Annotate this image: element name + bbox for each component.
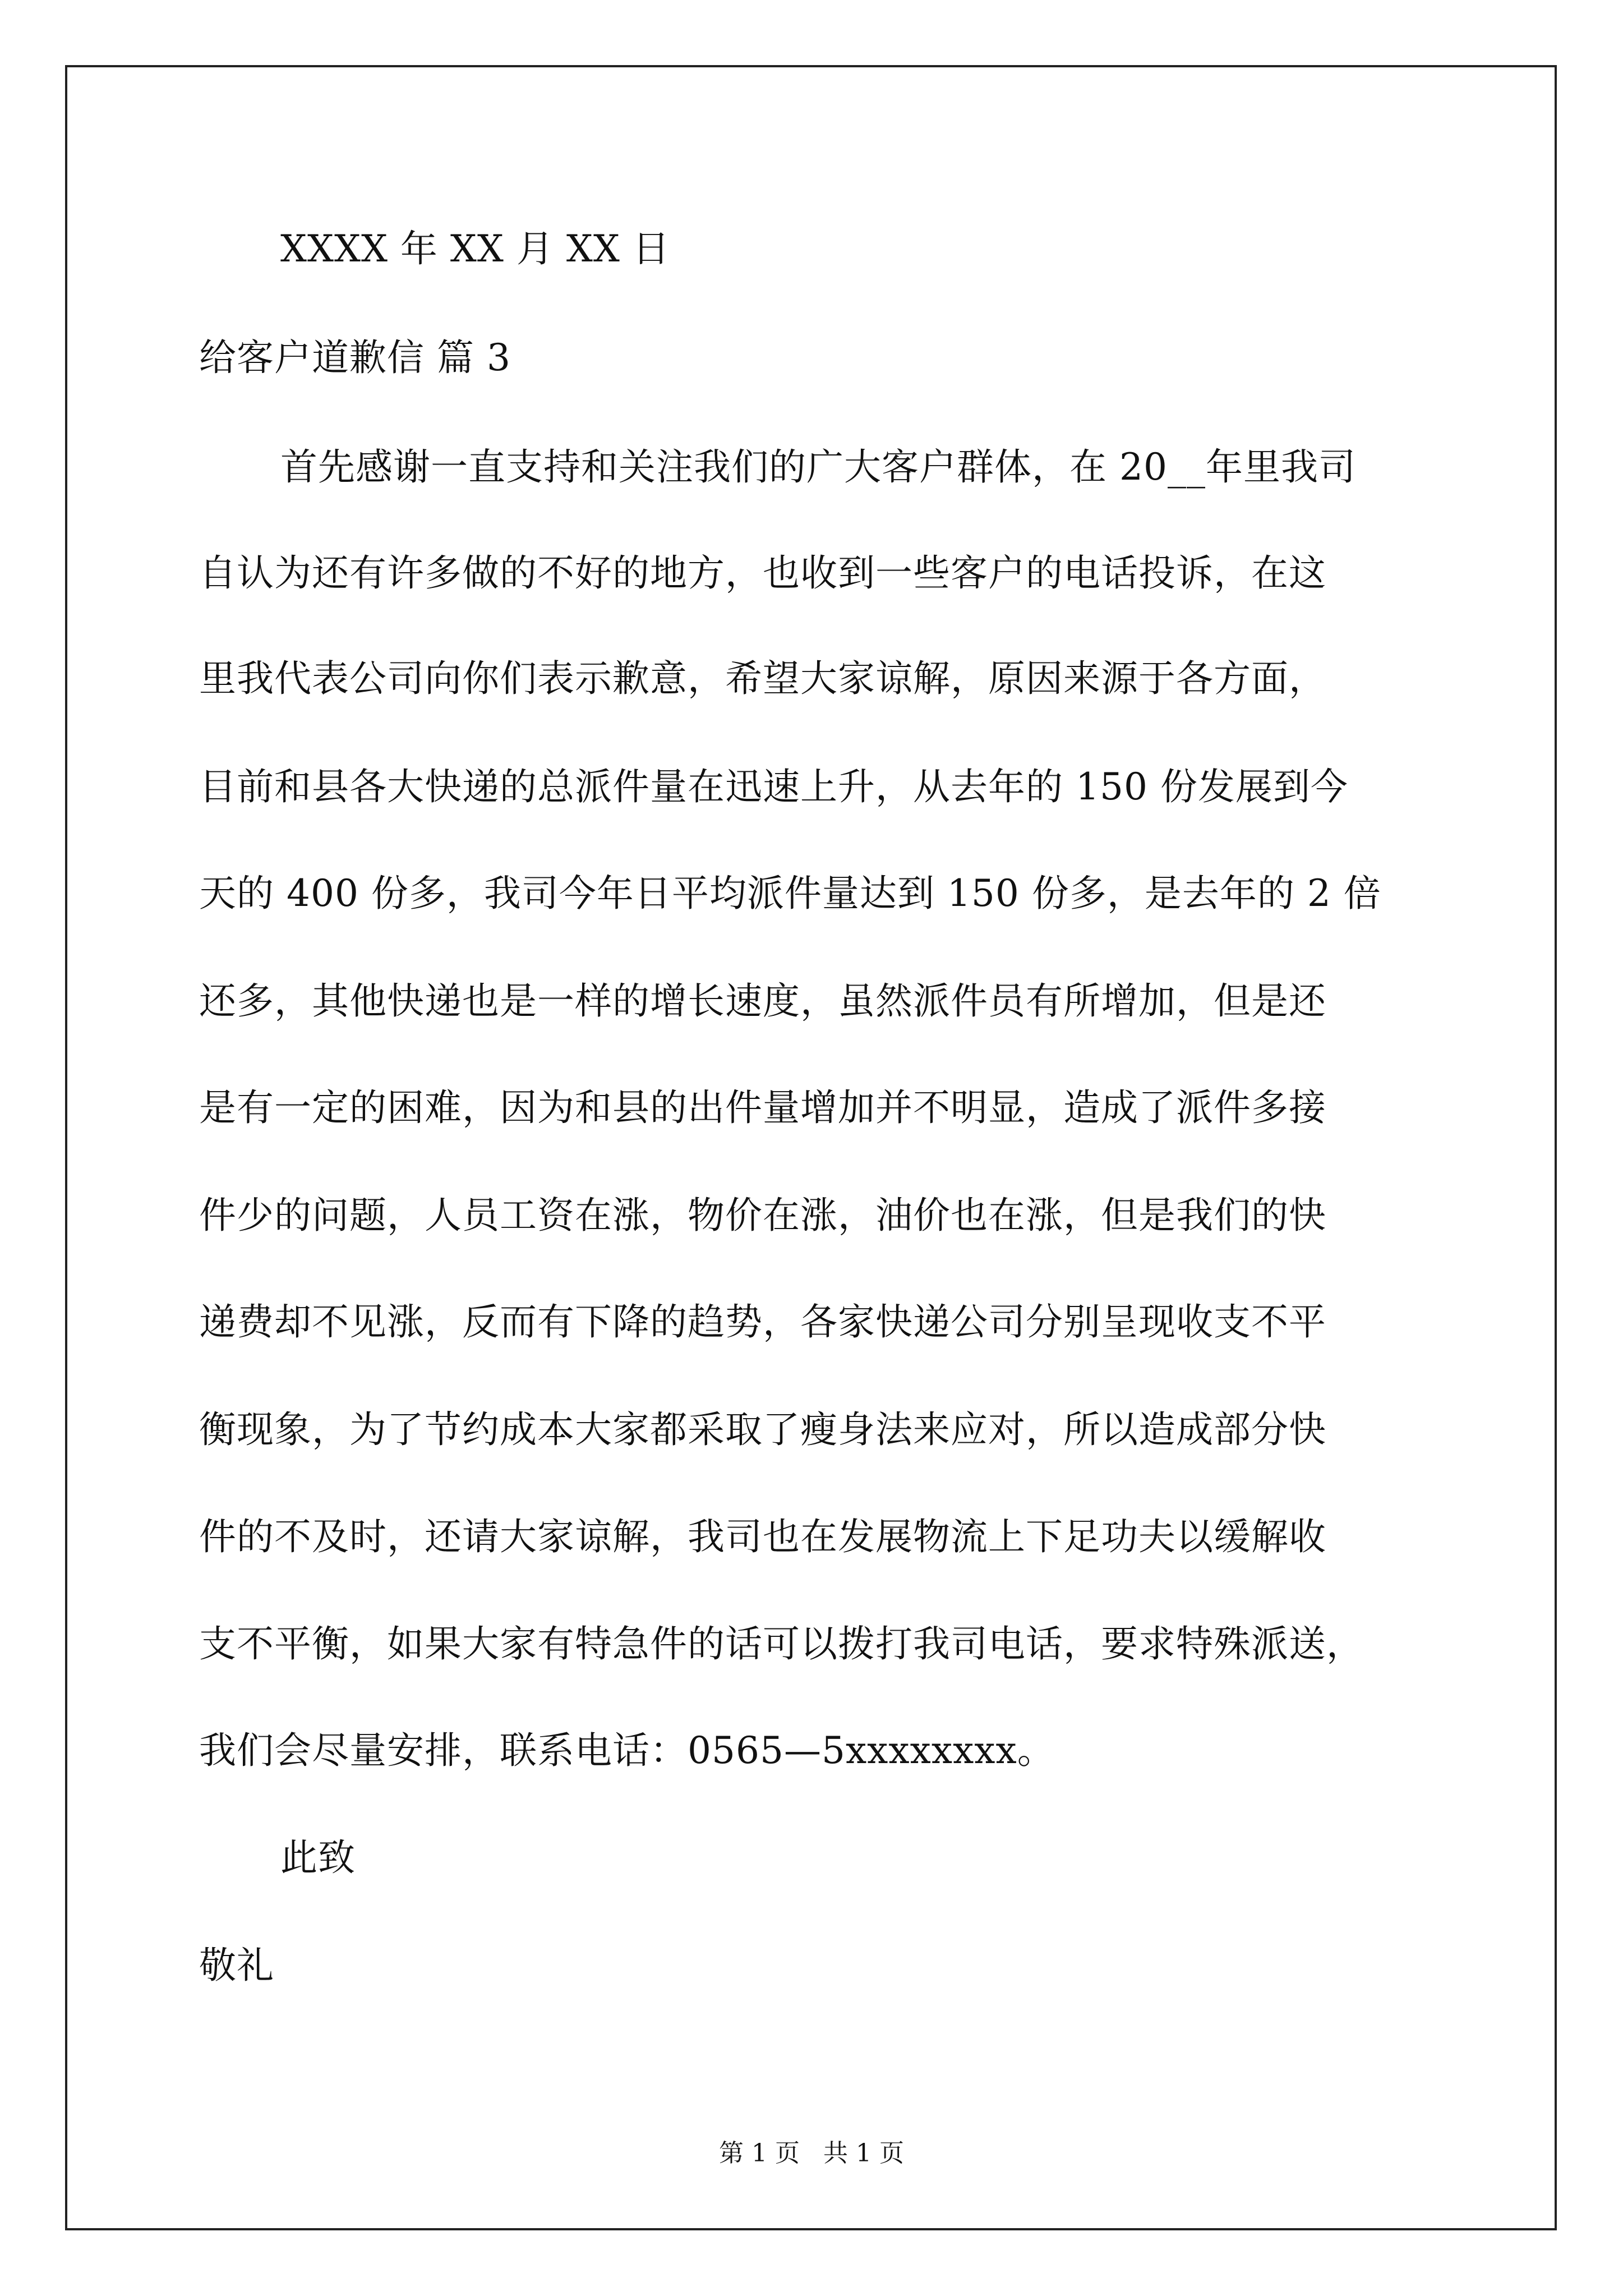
body-line-5: 天的 400 份多，我司今年日平均派件量达到 150 份多，是去年的 2 倍 xyxy=(199,872,1381,915)
body-line-10: 衡现象，为了节约成本大家都采取了瘦身法来应对，所以造成部分快 xyxy=(199,1408,1326,1451)
body-line-2: 自认为还有许多做的不好的地方，也收到一些客户的电话投诉，在这 xyxy=(199,551,1326,595)
date-line: XXXX 年 XX 月 XX 日 xyxy=(280,227,670,270)
body-line-9: 递费却不见涨，反而有下降的趋势，各家快递公司分别呈现收支不平 xyxy=(199,1300,1326,1343)
body-line-11: 件的不及时，还请大家谅解，我司也在发展物流上下足功夫以缓解收 xyxy=(199,1515,1326,1558)
body-line-6: 还多，其他快递也是一样的增长速度，虽然派件员有所增加，但是还 xyxy=(199,979,1326,1023)
page-border xyxy=(65,65,1557,2230)
body-line-4: 目前和县各大快递的总派件量在迅速上升，从去年的 150 份发展到今 xyxy=(199,765,1348,808)
body-line-7: 是有一定的困难，因为和县的出件量增加并不明显，造成了派件多接 xyxy=(199,1086,1326,1129)
body-line-1: 首先感谢一直支持和关注我们的广大客户群体，在 20__年里我司 xyxy=(280,445,1356,489)
salutation-line: 敬礼 xyxy=(199,1944,274,1987)
letter-heading: 给客户道歉信 篇 3 xyxy=(199,336,511,379)
page-footer: 第 1 页 共 1 页 xyxy=(719,2139,904,2168)
body-line-8: 件少的问题，人员工资在涨，物价在涨，油价也在涨，但是我们的快 xyxy=(199,1194,1326,1237)
body-line-12: 支不平衡，如果大家有特急件的话可以拨打我司电话，要求特殊派送， xyxy=(199,1622,1364,1665)
body-line-13: 我们会尽量安排，联系电话：0565—5xxxxxxxx。 xyxy=(199,1729,1055,1772)
closing-line: 此致 xyxy=(280,1836,356,1879)
body-line-3: 里我代表公司向你们表示歉意，希望大家谅解，原因来源于各方面， xyxy=(199,657,1326,700)
